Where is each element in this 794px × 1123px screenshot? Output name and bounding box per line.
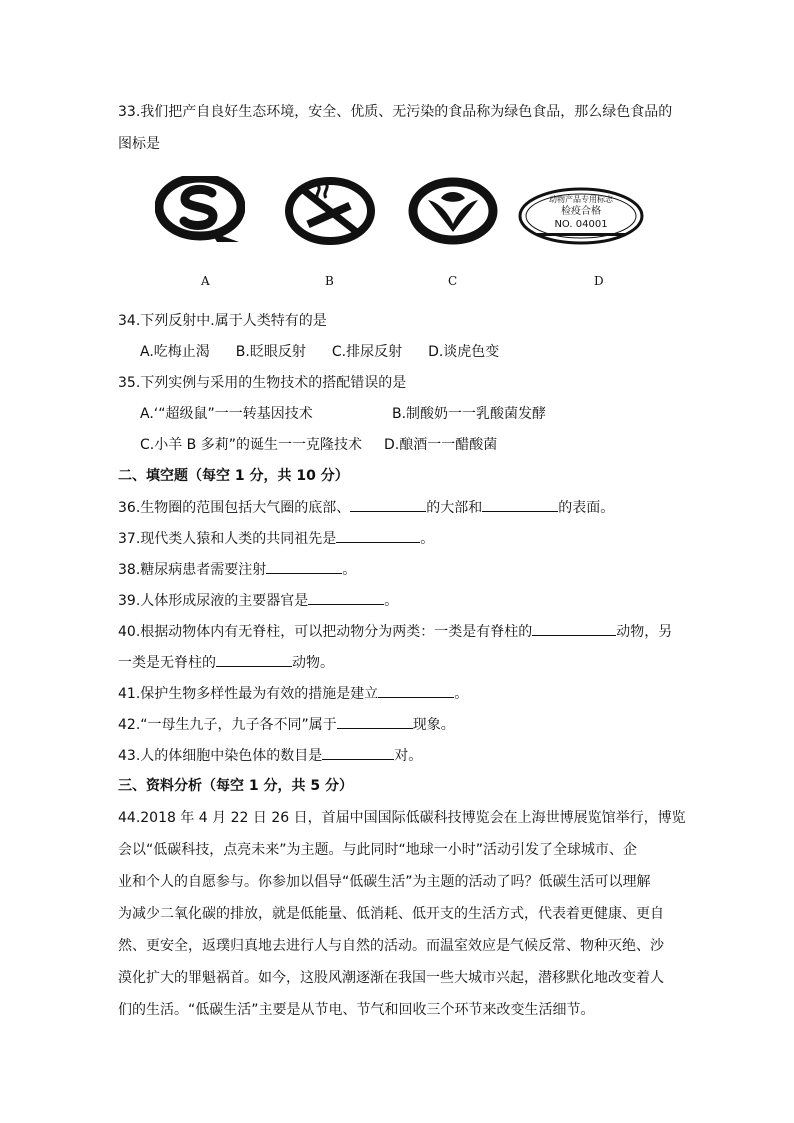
q39 [118, 590, 398, 611]
q37-text-a: 37.现代类人猿和人类的共同祖先是 [118, 531, 337, 547]
q43-text-b: 对。 [394, 748, 423, 764]
q40-line2 [118, 652, 334, 673]
q40-text-a: 40.根据动物体内有无脊柱，可以把动物分为两类：一类是有脊柱的 [118, 624, 533, 640]
q35-option-c: C.小羊 B 多莉”的诞生一一克隆技术 [140, 437, 362, 453]
section-fill-in-heading: 二、填空题（每空 1 分，共 10 分） [118, 468, 349, 484]
q36-blank-1[interactable] [350, 497, 426, 512]
q35-option-d: D.酿酒一一醋酸菌 [384, 437, 498, 453]
q40-blank-1[interactable] [532, 621, 616, 636]
q38-blank[interactable] [266, 559, 342, 574]
q41 [118, 683, 468, 704]
stamp-subtitle: 检疫合格 [561, 206, 601, 217]
q38-text-b: 。 [342, 562, 357, 578]
q34-option-b: B.眨眼反射 [235, 344, 306, 360]
q36-text-c: 的表面。 [558, 500, 615, 516]
q35-stem: 35.下列实例与采用的生物技术的搭配错误的是 [118, 375, 407, 391]
q37-text-b: 。 [420, 531, 435, 547]
q44-passage-line: 然、更安全，返璞归真地去进行人与自然的活动。而温室效应是气候反常、物种灭绝、沙 [118, 938, 664, 954]
q37-blank[interactable] [336, 528, 420, 543]
q36 [118, 497, 614, 518]
q36-text-a: 36.生物圈的范围包括大气圈的底部、 [118, 500, 351, 516]
q41-text-a: 41.保护生物多样性最为有效的措施是建立 [118, 686, 379, 702]
q33-option-d: D [594, 274, 604, 288]
q44-passage-line: 业和个人的自愿参与。你参加以倡导“低碳生活”为主题的活动了吗？低碳生活可以理解 [118, 874, 651, 890]
q40-blank-2[interactable] [216, 652, 292, 667]
q33-option-c: C [448, 274, 458, 288]
green-food-logo-icon [408, 176, 498, 246]
q38-text-a: 38.糖尿病患者需要注射 [118, 562, 267, 578]
q36-blank-2[interactable] [482, 497, 558, 512]
q43-text-a: 43.人的体细胞中染色体的数目是 [118, 748, 323, 764]
q38 [118, 559, 356, 580]
q44-passage-line: 漠化扩大的罪魁祸首。如今，这股风潮逐渐在我国一些大城市兴起，潜移默化地改变着人 [118, 970, 664, 986]
q34-options [140, 342, 525, 362]
q41-text-b: 。 [454, 686, 469, 702]
stamp-number: NO. 04001 [554, 219, 608, 230]
q39-text-a: 39.人体形成尿液的主要器官是 [118, 593, 309, 609]
q43-blank[interactable] [322, 745, 394, 760]
q36-text-b: 的大部和 [426, 500, 483, 516]
q44-passage-line: 为减少二氧化碳的排放，就是低能量、低消耗、低开支的生活方式，代表着更健康、更自 [118, 906, 664, 922]
quality-s-logo-icon [155, 176, 245, 246]
q44-passage-line: 44.2018 年 4 月 22 日 26 日，首届中国国际低碳科技博览会在上海世博展览馆举行，博览 [118, 810, 686, 826]
q35-option-a: A.‘“超级鼠”一一转基因技术 [140, 406, 313, 422]
q42-blank[interactable] [337, 714, 413, 729]
q40-text-c: 一类是无脊柱的 [118, 655, 216, 671]
q40-line1 [118, 621, 672, 642]
q39-blank[interactable] [308, 590, 384, 605]
q40-text-d: 动物。 [292, 655, 334, 671]
q39-text-b: 。 [384, 593, 399, 609]
q43 [118, 745, 422, 766]
q42-text-a: 42.“一母生九子，九子各不同”属于 [118, 717, 337, 733]
q34-stem: 34.下列反射中.属于人类特有的是 [118, 313, 327, 329]
no-smoking-logo-icon [284, 176, 376, 246]
q33-stem-line2: 图标是 [118, 136, 160, 152]
q33-option-b: B [325, 274, 334, 288]
q34-option-c: C.排尿反射 [331, 344, 403, 360]
section-material-analysis-heading: 三、资料分析（每空 1 分，共 5 分） [118, 778, 353, 794]
stamp-title: 动物产品专用标志 [549, 195, 613, 204]
q44-passage-line: 会以“低碳科技，点亮未来”为主题。与此同时“地球一小时”活动引发了全球城市、企 [118, 842, 638, 858]
quarantine-stamp-logo [517, 186, 645, 246]
q44-passage-line: 们的生活。“低碳生活”主要是从节电、节气和回收三个环节来改变生活细节。 [118, 1002, 595, 1018]
q37 [118, 528, 434, 549]
q35-option-b: B.制酸奶一一乳酸菌发酵 [392, 406, 547, 422]
q34-option-d: D.谈虎色变 [428, 344, 500, 360]
q41-blank[interactable] [378, 683, 454, 698]
q42 [118, 714, 455, 735]
q33-option-a: A [201, 274, 210, 288]
q40-text-b: 动物，另 [616, 624, 673, 640]
q33-stem-line1: 33.我们把产自良好生态环境，安全、优质、无污染的食品称为绿色食品，那么绿色食品的 [118, 104, 673, 120]
q34-option-a: A.吃梅止渴 [140, 344, 210, 360]
q42-text-b: 现象。 [412, 717, 455, 733]
